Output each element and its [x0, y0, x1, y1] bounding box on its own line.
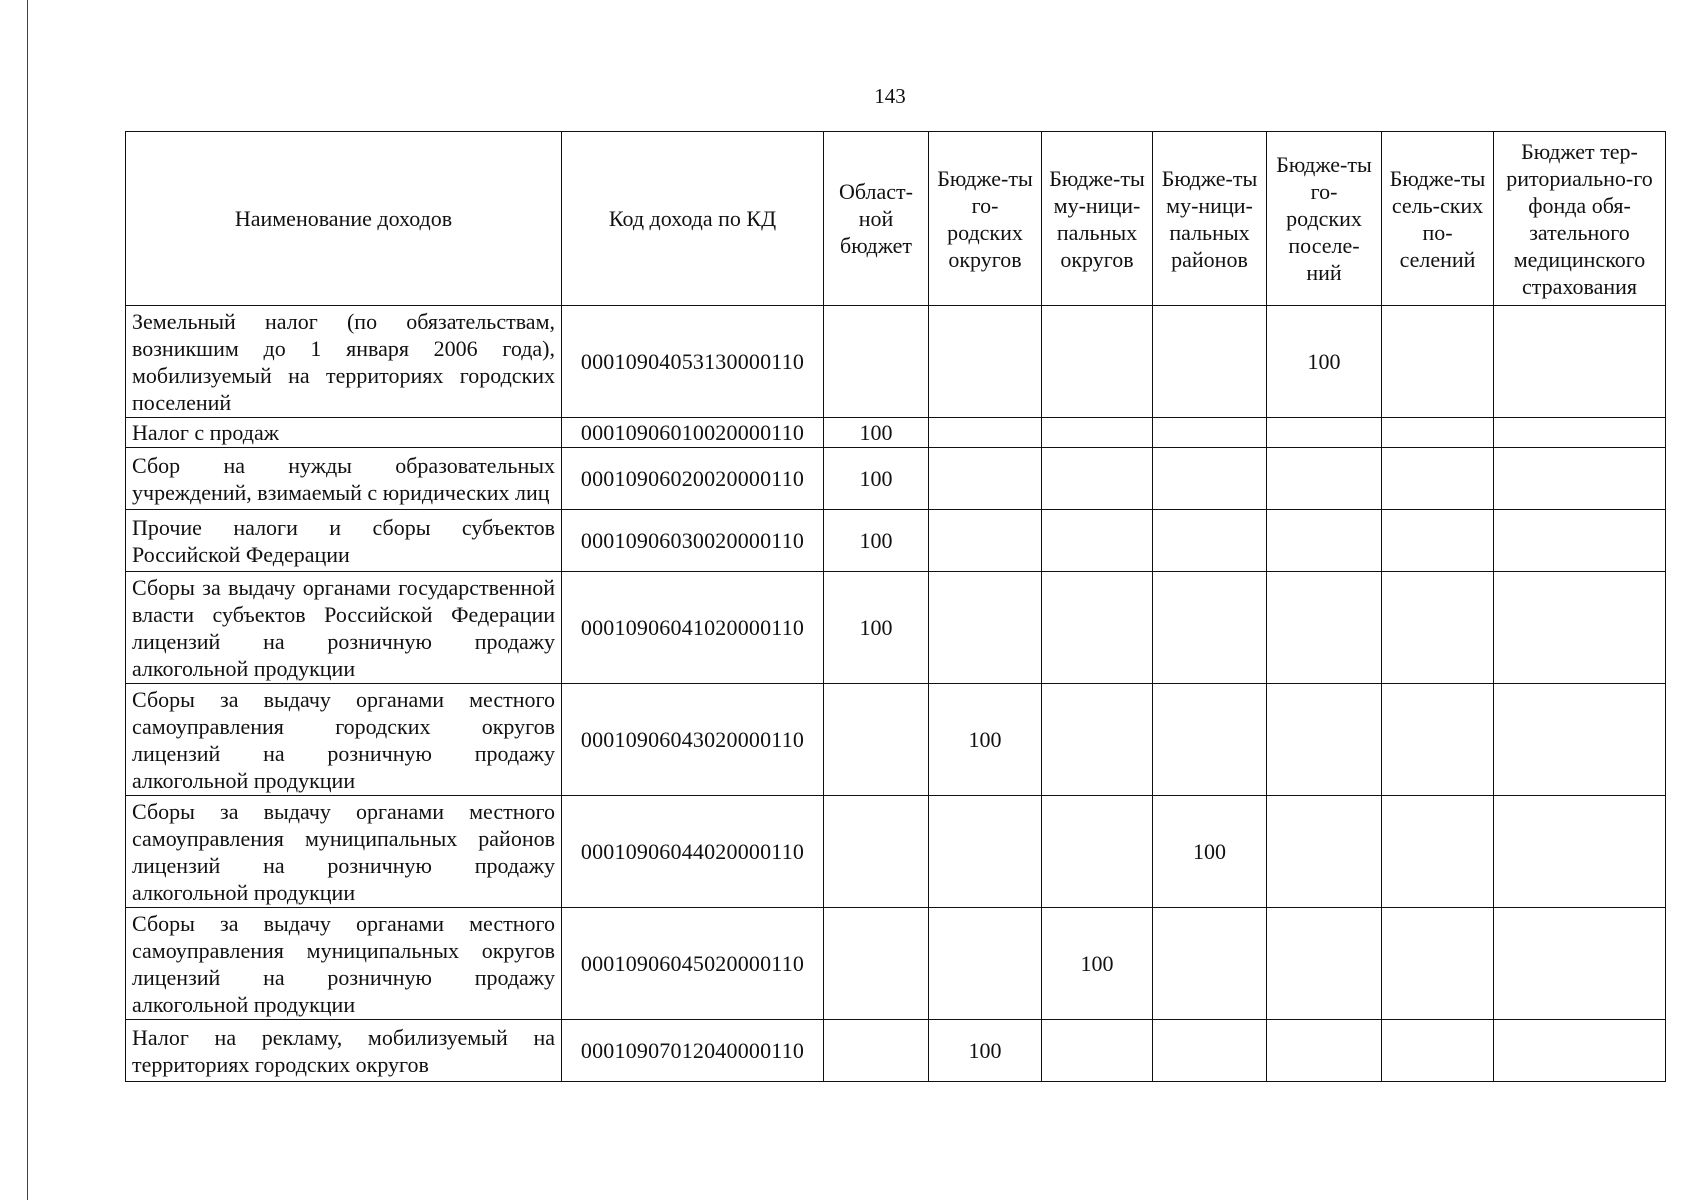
column-header: Бюдже-ты сель-ских по-селений — [1382, 132, 1494, 306]
percent-cell — [1382, 908, 1494, 1020]
table-row — [126, 418, 1666, 448]
percent-cell — [824, 684, 929, 796]
percent-cell — [1494, 796, 1666, 908]
percent-cell — [1267, 908, 1382, 1020]
table-row — [126, 908, 1666, 1020]
percent-cell — [824, 908, 929, 1020]
percent-cell — [1382, 572, 1494, 684]
table-row — [126, 684, 1666, 796]
percent-cell: 100 — [929, 1020, 1042, 1082]
income-code-cell: 00010906044020000110 — [562, 796, 824, 908]
percent-cell: 100 — [824, 572, 929, 684]
percent-cell — [929, 572, 1042, 684]
income-code-cell: 00010906041020000110 — [562, 572, 824, 684]
percent-cell — [1042, 306, 1153, 418]
income-name-cell: Сборы за выдачу органами местного самоуправления муниципальных районов лицензий на розничную продажу алкогольной продукции — [126, 796, 562, 908]
table-row — [126, 510, 1666, 572]
income-name-cell: Земельный налог (по обязательствам, возникшим до 1 января 2006 года), мобилизуемый на территориях городских поселений — [126, 306, 562, 418]
percent-cell — [1267, 796, 1382, 908]
income-code-cell: 00010906045020000110 — [562, 908, 824, 1020]
page-number: 143 — [874, 84, 906, 108]
percent-cell: 100 — [824, 418, 929, 448]
income-name-cell: Сборы за выдачу органами государственной власти субъектов Российской Федерации лицензий на розничную продажу алкогольной продукции — [126, 572, 562, 684]
income-code-cell: 00010906030020000110 — [562, 510, 824, 572]
income-distribution-table — [125, 131, 1666, 1082]
column-header: Бюдже-ты му-ници-пальных округов — [1042, 132, 1153, 306]
income-code-cell: 00010906010020000110 — [562, 418, 824, 448]
percent-cell — [1153, 1020, 1267, 1082]
income-name-cell: Прочие налоги и сборы субъектов Российской Федерации — [126, 510, 562, 572]
percent-cell — [1494, 306, 1666, 418]
percent-cell: 100 — [824, 510, 929, 572]
percent-cell — [929, 448, 1042, 510]
percent-cell — [1153, 510, 1267, 572]
percent-cell — [1267, 572, 1382, 684]
income-code-cell: 00010904053130000110 — [562, 306, 824, 418]
table-header-row — [126, 132, 1666, 306]
percent-cell — [824, 1020, 929, 1082]
percent-cell — [1382, 1020, 1494, 1082]
income-code-cell: 00010907012040000110 — [562, 1020, 824, 1082]
percent-cell: 100 — [1153, 796, 1267, 908]
percent-cell — [1494, 448, 1666, 510]
percent-cell — [1267, 418, 1382, 448]
percent-cell — [929, 908, 1042, 1020]
percent-cell — [1494, 572, 1666, 684]
percent-cell — [1153, 448, 1267, 510]
table-row — [126, 306, 1666, 418]
percent-cell — [1042, 572, 1153, 684]
percent-cell — [1042, 510, 1153, 572]
column-header: Бюдже-ты го-родских округов — [929, 132, 1042, 306]
percent-cell — [1267, 1020, 1382, 1082]
income-code-cell: 00010906043020000110 — [562, 684, 824, 796]
percent-cell — [1267, 684, 1382, 796]
percent-cell — [1494, 908, 1666, 1020]
column-header: Код дохода по КД — [562, 132, 824, 306]
percent-cell — [824, 306, 929, 418]
percent-cell — [1042, 418, 1153, 448]
percent-cell — [1382, 510, 1494, 572]
percent-cell — [1494, 510, 1666, 572]
column-header: Бюдже-ты му-ници-пальных районов — [1153, 132, 1267, 306]
percent-cell — [1382, 796, 1494, 908]
percent-cell — [929, 796, 1042, 908]
percent-cell — [1382, 448, 1494, 510]
percent-cell — [929, 418, 1042, 448]
income-code-cell: 00010906020020000110 — [562, 448, 824, 510]
table-row — [126, 572, 1666, 684]
percent-cell — [1382, 418, 1494, 448]
percent-cell — [1153, 908, 1267, 1020]
percent-cell — [1042, 684, 1153, 796]
column-header: Бюджет тер-риториально-го фонда обя-зательного медицинского страхования — [1494, 132, 1666, 306]
percent-cell — [1267, 510, 1382, 572]
column-header: Наименование доходов — [126, 132, 562, 306]
percent-cell: 100 — [1042, 908, 1153, 1020]
percent-cell — [1494, 418, 1666, 448]
percent-cell — [1153, 684, 1267, 796]
table-row — [126, 448, 1666, 510]
percent-cell — [1382, 684, 1494, 796]
percent-cell: 100 — [824, 448, 929, 510]
binding-margin-line — [27, 0, 28, 1200]
income-name-cell: Сбор на нужды образовательных учреждений, взимаемый с юридических лиц — [126, 448, 562, 510]
percent-cell — [1153, 418, 1267, 448]
percent-cell — [1494, 684, 1666, 796]
income-name-cell: Сборы за выдачу органами местного самоуправления городских округов лицензий на розничную продажу алкогольной продукции — [126, 684, 562, 796]
percent-cell — [1042, 1020, 1153, 1082]
percent-cell — [824, 796, 929, 908]
percent-cell — [1042, 796, 1153, 908]
percent-cell — [1382, 306, 1494, 418]
percent-cell: 100 — [1267, 306, 1382, 418]
percent-cell — [1153, 572, 1267, 684]
percent-cell — [1153, 306, 1267, 418]
income-name-cell: Сборы за выдачу органами местного самоуправления муниципальных округов лицензий на розничную продажу алкогольной продукции — [126, 908, 562, 1020]
percent-cell — [1267, 448, 1382, 510]
percent-cell — [1042, 448, 1153, 510]
percent-cell — [1494, 1020, 1666, 1082]
column-header: Бюдже-ты го-родских поселе-ний — [1267, 132, 1382, 306]
income-name-cell: Налог на рекламу, мобилизуемый на территориях городских округов — [126, 1020, 562, 1082]
table-row — [126, 796, 1666, 908]
percent-cell: 100 — [929, 684, 1042, 796]
percent-cell — [929, 306, 1042, 418]
income-name-cell: Налог с продаж — [126, 418, 562, 448]
percent-cell — [929, 510, 1042, 572]
table-row — [126, 1020, 1666, 1082]
column-header: Област-ной бюджет — [824, 132, 929, 306]
